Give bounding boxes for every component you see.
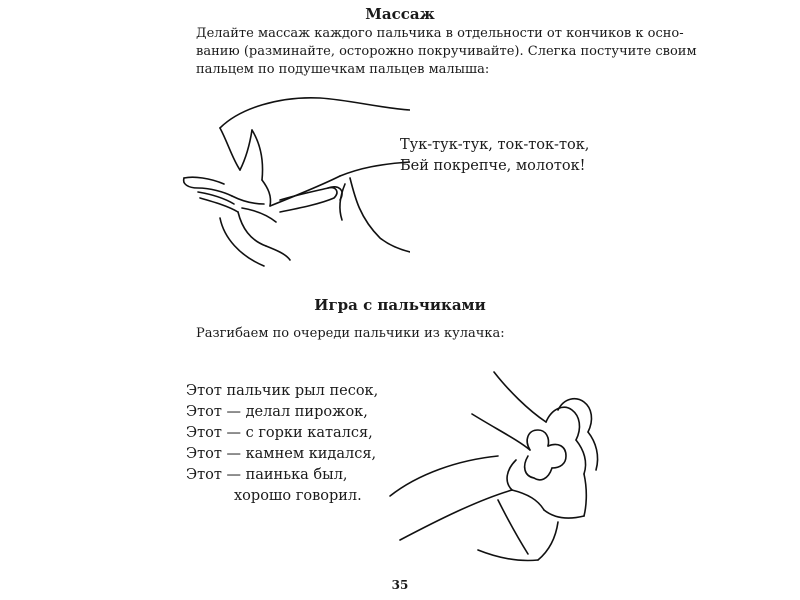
- massage-instructions-line: пальцем по подушечкам пальцев малыша:: [196, 62, 490, 77]
- massage-rhyme-line: Тук-тук-тук, ток-ток-ток,: [400, 137, 590, 153]
- finger-game-instructions-line: Разгибаем по очереди пальчики из кулачка:: [196, 326, 505, 341]
- finger-game-rhyme-line: Этот — делал пирожок,: [186, 404, 368, 420]
- finger-game-rhyme-line: Этот — камнем кидался,: [186, 446, 377, 462]
- finger-game-rhyme-line: Этот — с горки катался,: [186, 425, 373, 441]
- massage-rhyme: [400, 135, 589, 177]
- page-number: 35: [391, 578, 409, 592]
- massage-rhyme-line: Бей покрепче, молоток!: [400, 158, 586, 174]
- hands-fist-unfolding-icon: [388, 370, 618, 574]
- massage-instructions-line: ванию (разминайте, осторожно покручивайте). Слегка постучите своим: [196, 44, 697, 59]
- finger-game-heading: Игра с пальчиками: [314, 296, 486, 314]
- finger-game-instructions: [196, 325, 505, 343]
- massage-instructions-line: Делайте массаж каждого пальчика в отдельности от кончиков к осно-: [196, 26, 684, 41]
- massage-instructions: [196, 25, 697, 79]
- massage-heading: Массаж: [365, 5, 435, 23]
- finger-game-rhyme-line: хорошо говорил.: [234, 488, 362, 504]
- hands-finger-massage-icon: [180, 88, 410, 282]
- finger-game-rhyme-line: Этот — паинька был,: [186, 467, 348, 483]
- finger-game-rhyme-line: Этот пальчик рыл песок,: [186, 383, 379, 399]
- finger-game-rhyme: [186, 381, 378, 507]
